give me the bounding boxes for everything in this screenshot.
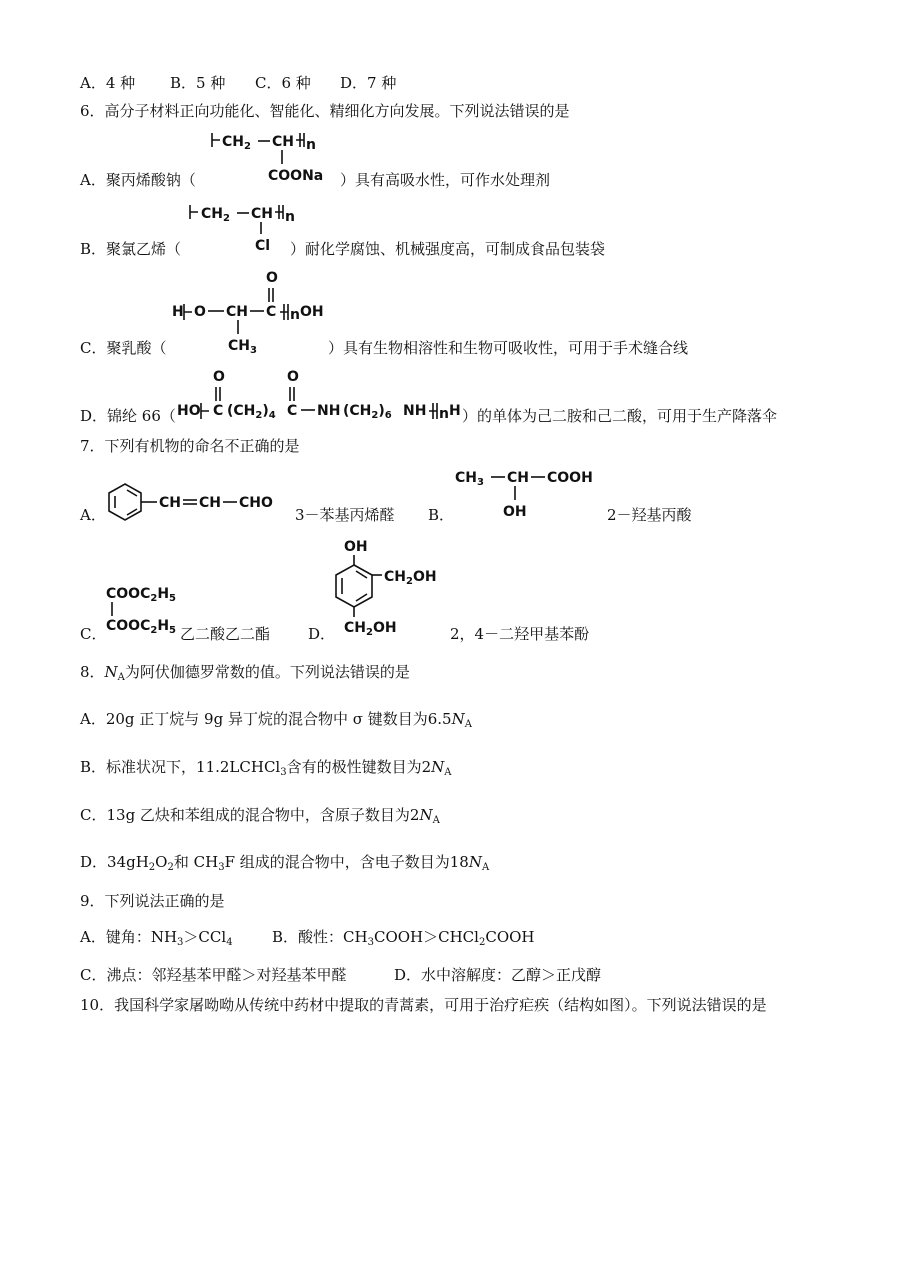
q7-option-c-name: 乙二酸乙二酯 [180,625,271,643]
svg-text:n: n [306,137,316,153]
svg-text:CH: CH [199,495,221,511]
q6-stem: 6．高分子材料正向功能化、智能化、精细化方向发展。下列说法错误的是 [80,102,570,120]
svg-text:NH: NH [317,403,341,419]
svg-text:CH2: $CH_2$ [201,206,230,224]
svg-text:CH: CH [272,134,294,150]
q8-option-a: A．20g 正丁烷与 9g 异丁烷的混合物中 σ 键数目为$6.5N_A$ [80,710,472,730]
q7-option-b-label: B． [428,506,455,524]
svg-text:OH: OH [300,304,324,320]
q5-option-b: B．5 种 [170,74,226,92]
svg-text:H: H [449,403,461,419]
svg-text:C: C [213,403,224,419]
nylon66-structure [175,365,475,425]
svg-text:(CH2)6: $(CH_2)_6$ [343,403,392,421]
polyacrylate-structure [200,128,350,188]
q6-option-a-prefix: A．聚丙烯酸钠（ [80,171,196,189]
svg-text:COOC2H5: $COOC_2H_5$ [106,586,177,604]
q7-stem: 7．下列有机物的命名不正确的是 [80,437,300,455]
svg-text:HO: HO [177,403,201,419]
svg-text:COOH: COOH [547,470,593,486]
svg-text:COOC2H5: $COOC_2H_5$ [106,618,177,636]
svg-text:CH2OH: $CH_2OH$ [384,569,437,587]
q6-option-c-suffix: ）具有生物相溶性和生物可吸收性，可用于手术缝合线 [328,339,689,357]
q7-option-c-label: C． [80,625,107,643]
q5-option-a: A．4 种 [80,74,136,92]
svg-text:CH: CH [159,495,181,511]
svg-text:CH: CH [507,470,529,486]
svg-text:CH2OH: $CH_2OH$ [344,620,397,638]
svg-text:NH: NH [403,403,427,419]
svg-text:n: n [285,209,295,225]
svg-text:n: n [439,406,449,422]
q6-option-c-prefix: C．聚乳酸（ [80,339,167,357]
q8-stem: 8．$N_A$为阿伏伽德罗常数的值。下列说法错误的是 [80,663,410,683]
q9-option-a: A．键角：$NH_3>CCl_4$ [80,928,233,948]
svg-text:(CH2)4: $(CH_2)_4$ [227,403,276,421]
q6-option-d-prefix: D．锦纶 66（ [80,407,176,425]
svg-text:H: H [172,304,184,320]
svg-text:CH: CH [251,206,273,222]
svg-text:O: O [213,369,225,385]
q9-option-b: B．酸性：$CH_3COOH>CHCl_2COOH$ [272,928,535,948]
q6-option-b-suffix: ）耐化学腐蚀、机械强度高，可制成食品包装袋 [290,240,606,258]
lactic-acid-structure [455,466,605,521]
q5-option-d: D．7 种 [340,74,397,92]
pla-structure [170,268,340,358]
svg-text:CH3: $CH_3$ [228,338,257,356]
q9-stem: 9．下列说法正确的是 [80,892,225,910]
q6-option-b-prefix: B．聚氯乙烯（ [80,240,182,258]
q8-option-d: D．$34gH_2O_2$和 $CH_3F$ 组成的混合物中，含电子数目为$18N_A$ [80,853,490,873]
q8-option-c: C．13g 乙炔和苯组成的混合物中，含原子数目为$2N_A$ [80,806,440,826]
q9-option-c: C．沸点：邻羟基苯甲醛＞对羟基苯甲醛 [80,966,347,984]
svg-text:O: O [266,270,278,286]
svg-text:CH2: $CH_2$ [222,134,251,152]
q7-option-a-name: 3－苯基丙烯醛 [295,506,395,524]
svg-text:C: C [287,403,298,419]
svg-text:O: O [287,369,299,385]
q8-option-b: B．标准状况下，11.2LCHCl$_3$含有的极性键数目为$2N_A$ [80,758,452,778]
svg-text:C: C [266,304,277,320]
svg-text:OH: OH [344,539,368,555]
svg-text:CH3: $CH_3$ [455,470,484,488]
q7-option-a-label: A． [80,506,106,524]
bis-hydroxymethyl-phenol-structure [330,535,440,640]
q6-option-a-suffix: ）具有高吸水性，可作水处理剂 [340,171,551,189]
svg-text:CH: CH [226,304,248,320]
svg-text:n: n [290,307,300,323]
q10-stem: 10．我国科学家屠呦呦从传统中药材中提取的青蒿素，可用于治疗疟疾（结构如图）。下列说法错误的是 [80,996,767,1014]
svg-text:CHO: CHO [239,495,273,511]
svg-text:COONa: COONa [268,168,324,184]
q6-option-d-suffix: ）的单体为己二胺和己二酸，可用于生产降落伞 [462,407,778,425]
q7-option-b-name: 2－羟基丙酸 [607,506,692,524]
q7-option-d-name: 2，4－二羟甲基苯酚 [450,625,590,643]
q7-option-d-label: D． [308,625,336,643]
svg-text:O: O [194,304,206,320]
svg-text:Cl: Cl [255,238,271,254]
svg-text:OH: OH [503,504,527,520]
cinnamaldehyde-structure [105,482,285,522]
q5-option-c: C．6 种 [255,74,311,92]
q9-option-d: D．水中溶解度：乙醇＞正戊醇 [394,966,602,984]
